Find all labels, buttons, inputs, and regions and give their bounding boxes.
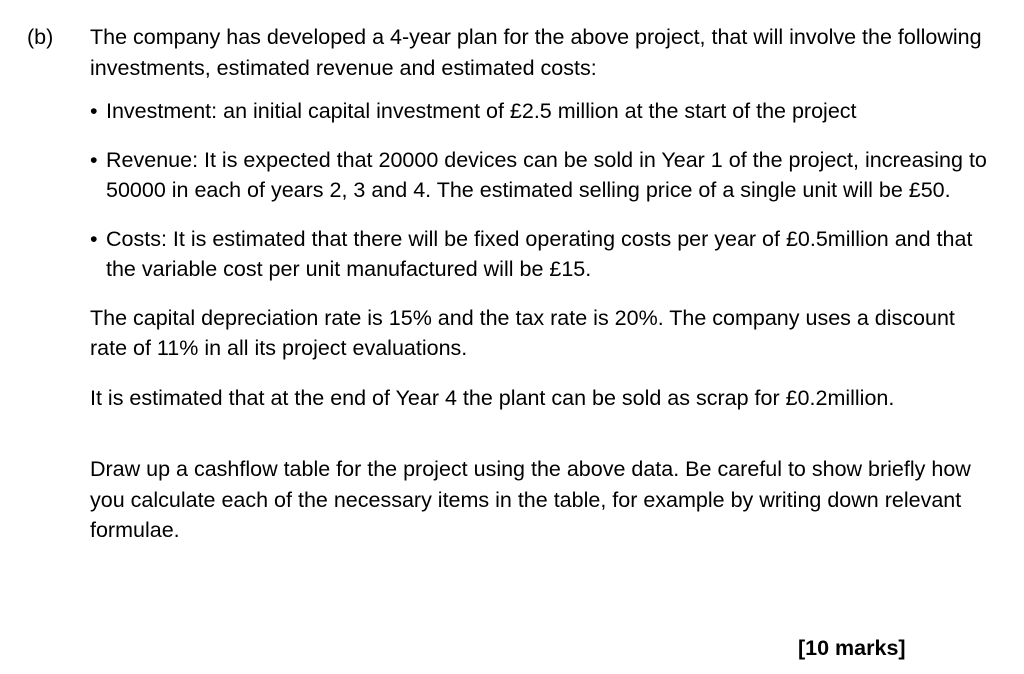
bullet-text: Costs: It is estimated that there will be fixed operating costs per year of £0.5million and that the variable cost per unit manufactured will be £15. [106, 226, 973, 281]
bullet-revenue [90, 145, 990, 206]
rates-paragraph: The capital depreciation rate is 15% and the tax rate is 20%. The company uses a discount rate of 11% in all its project evaluations. [90, 305, 955, 360]
scrap-paragraph: It is estimated that at the end of Year 4 the plant can be sold as scrap for £0.2million. [90, 385, 895, 410]
bullet-text: Revenue: It is expected that 20000 devices can be sold in Year 1 of the project, increasing to 50000 in each of years 2, 3 and 4. The estimated selling price of a single unit will be £50. [106, 147, 987, 202]
marks-label: [10 marks] [798, 636, 906, 660]
task-paragraph: Draw up a cashflow table for the project using the above data. Be careful to show briefly how you calculate each of the necessary items in the table, for example by writing down relevant formulae. [90, 457, 971, 542]
bullet-icon: • [90, 99, 98, 123]
intro-paragraph: The company has developed a 4-year plan for the above project, that will involve the following investments, estimated revenue and estimated costs: [90, 25, 982, 80]
part-label: (b) [27, 25, 54, 49]
bullet-text: Investment: an initial capital investment of £2.5 million at the start of the project [106, 99, 857, 123]
bullet-icon: • [90, 147, 98, 172]
bullet-icon: • [90, 226, 98, 251]
bullet-list [90, 96, 990, 285]
question-body [90, 22, 990, 546]
bullet-costs [90, 224, 990, 285]
bullet-investment [90, 96, 990, 127]
